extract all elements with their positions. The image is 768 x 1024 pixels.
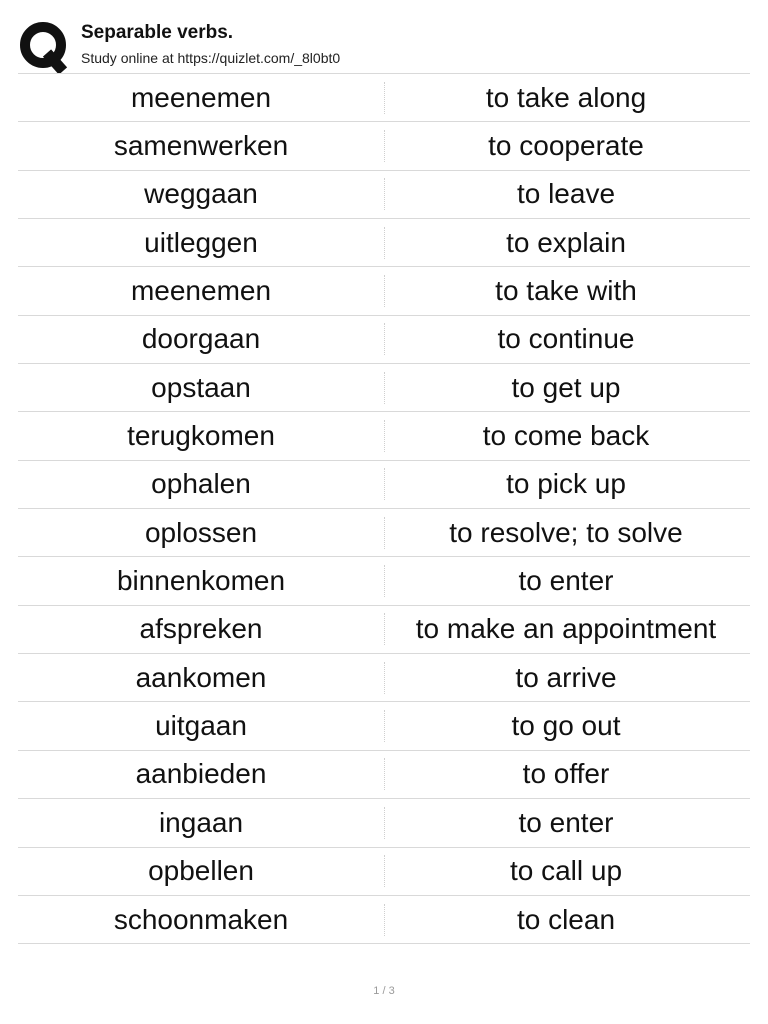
flashcard-row [18,412,750,460]
definition-text: to explain [506,226,626,258]
term-text: ingaan [158,806,244,838]
flashcard-row [18,509,750,557]
flashcard-row [18,316,750,364]
flashcard-row [18,461,750,509]
flashcard-row [18,171,750,219]
term-text: uitgaan [155,710,247,742]
definition-text: to pick up [506,468,626,500]
study-online-link[interactable]: Study online at https://quizlet.com/_8l0bt0 [81,50,341,66]
definition-text: to resolve; to solve [449,516,683,548]
term-text: terugkomen [127,420,275,452]
definition-text: to take along [485,81,647,113]
flashcard-row [18,364,750,412]
term-text: schoonmaken [113,903,289,935]
flashcard-row [18,267,750,315]
term-text: aanbieden [135,758,267,790]
term-text: binnenkomen [116,565,286,597]
flashcard-row [18,751,750,799]
flashcard-row [18,606,750,654]
term-text: meenemen [130,81,272,113]
definition-text: to arrive [515,661,617,693]
definition-text: to take with [495,275,637,307]
term-text: ophalen [151,468,251,500]
definition-text: to enter [518,565,614,597]
flashcard-row [18,799,750,847]
term-text: doorgaan [141,323,261,355]
definition-text: to offer [522,758,610,790]
definition-text: to leave [516,178,616,210]
definition-text: to make an appointment [415,613,717,645]
definition-text: to clean [516,903,616,935]
page-header [18,18,750,74]
flashcard-table [18,73,750,944]
definition-text: to go out [511,710,621,742]
term-text: weggaan [144,178,258,210]
quizlet-logo-icon [19,21,69,73]
flashcard-row [18,557,750,605]
term-text: afspreken [139,613,263,645]
term-text: opstaan [151,371,251,403]
definition-text: to come back [482,420,650,452]
flashcard-row [18,702,750,750]
term-text: samenwerken [113,130,289,162]
definition-text: to enter [518,806,614,838]
definition-text: to call up [509,855,623,887]
flashcard-row [18,896,750,944]
flashcard-row [18,654,750,702]
term-text: aankomen [135,661,267,693]
flashcard-row [18,122,750,170]
page-title: Separable verbs. [81,22,234,43]
page-number: 1 / 3 [373,985,395,997]
flashcard-row [18,74,750,122]
flashcard-row [18,848,750,896]
term-text: meenemen [130,275,272,307]
definition-text: to continue [497,323,635,355]
term-text: uitleggen [144,226,258,258]
flashcard-row [18,219,750,267]
definition-text: to get up [511,371,621,403]
term-text: opbellen [148,855,254,887]
term-text: oplossen [144,516,258,548]
definition-text: to cooperate [488,130,644,162]
